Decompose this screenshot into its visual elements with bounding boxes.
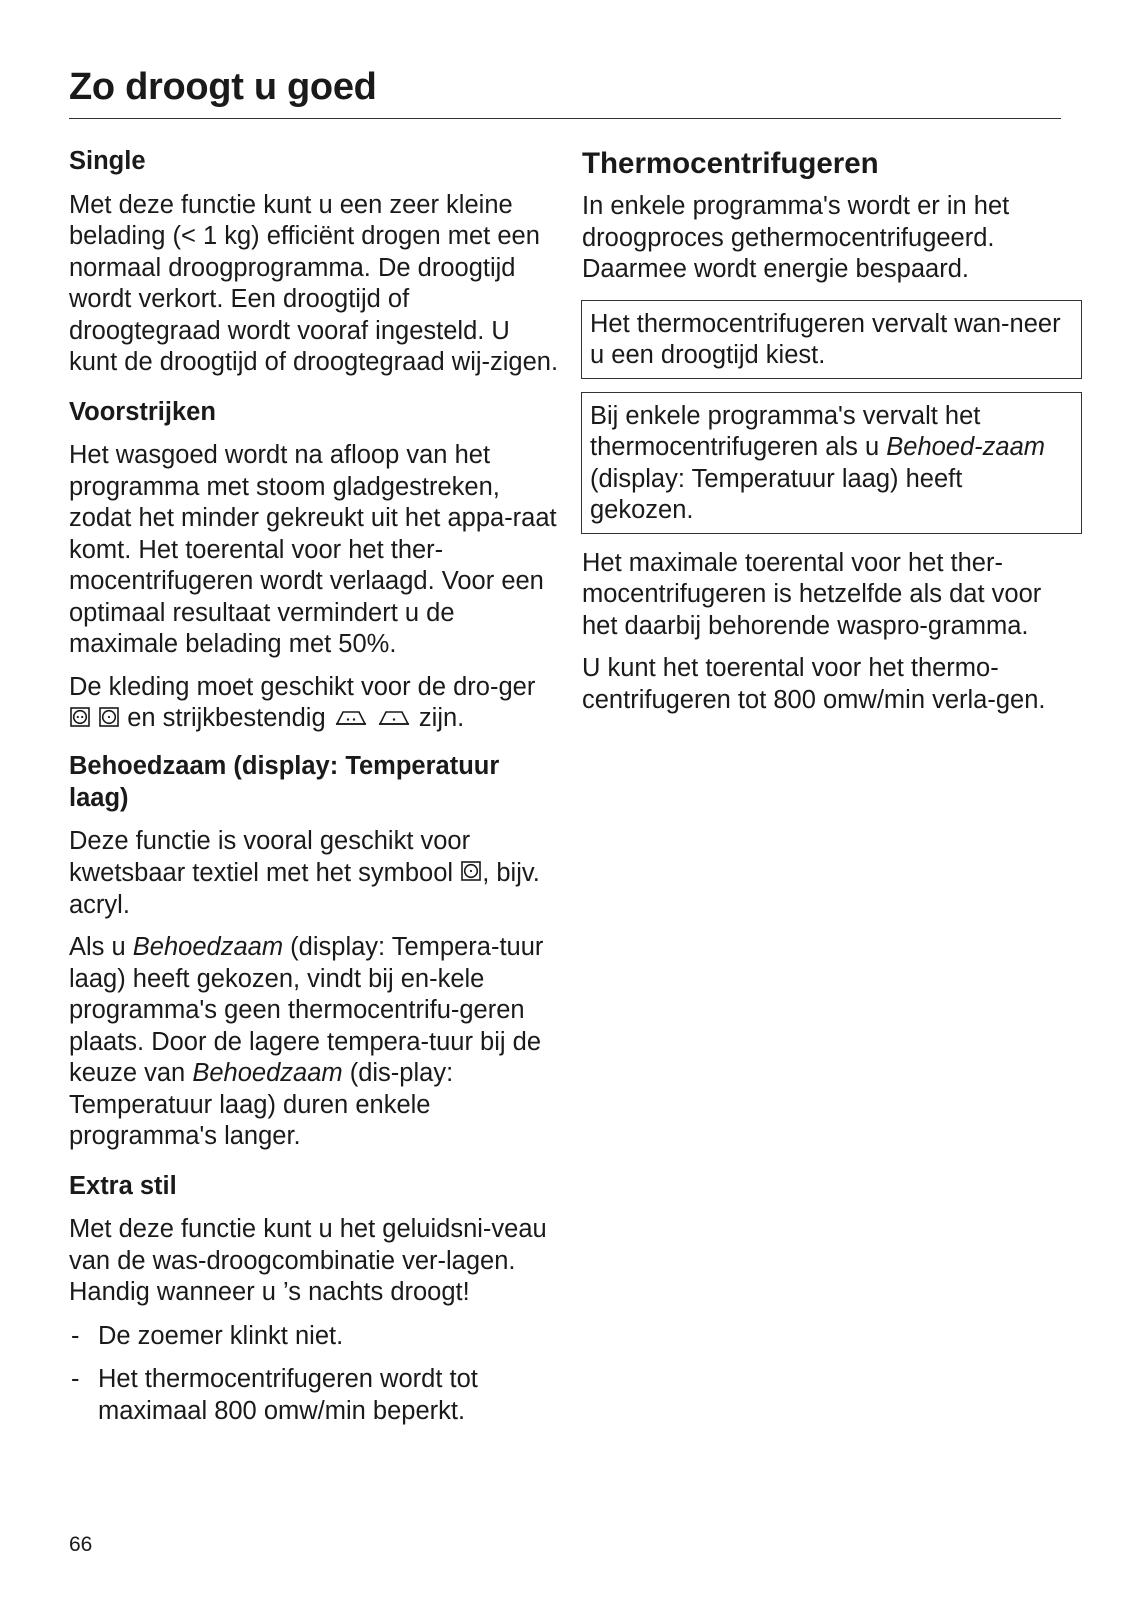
care-text-part1: De kleding moet geschikt voor de dro-ger bbox=[69, 672, 536, 701]
thermo-max-speed-text: Het maximale toerental voor het ther-mocentrifugeren is hetzelfde als dat voor het daarbij behorende waspro-gramma. bbox=[582, 548, 1042, 640]
extra-stil-list bbox=[69, 1321, 559, 1428]
section-title-thermocentrifugeren: Thermocentrifugeren bbox=[582, 147, 879, 180]
note-box-text: Bij enkele programma's vervalt het thermocentrifugeren als u Behoed-zaam (display: Temperatuur laag) heeft gekozen. bbox=[590, 401, 1046, 524]
page-title: Zo droogt u goed bbox=[69, 66, 377, 108]
note-box-droogtijd bbox=[581, 300, 1082, 379]
right-column bbox=[582, 146, 1062, 716]
detail-part3: (dis-play: Temperatuur laag) duren enkele programma's langer. bbox=[69, 1059, 454, 1151]
behoedzaam-text-part1: Deze functie is vooral geschikt voor kwetsbaar textiel met het symbool bbox=[69, 827, 471, 887]
iron-one-dot-icon bbox=[377, 704, 411, 736]
thermo-reduce-text: U kunt het toerental voor het thermo-centrifugeren tot 800 omw/min verla-gen. bbox=[582, 654, 1046, 714]
left-column bbox=[69, 146, 559, 1427]
dryer-one-dot-icon bbox=[99, 704, 119, 736]
list-item: - Het thermocentrifugeren wordt tot maximaal 800 omw/min beperkt. bbox=[71, 1365, 478, 1425]
single-text: Met deze functie kunt u een zeer kleine belading (< 1 kg) efficiënt drogen met een normaal droogprogramma. De droogtijd wordt verkort. Een droogtijd of droogtegraad wordt vooraf ingesteld. U kunt de droogtijd of droogtegraad wij-zigen. bbox=[69, 190, 559, 376]
care-text-part3: zijn. bbox=[418, 704, 465, 732]
detail-part1: Als u bbox=[69, 933, 126, 962]
heading-single: Single bbox=[69, 147, 146, 175]
note-box-text: Het thermocentrifugeren vervalt wan-neer u een droogtijd kiest. bbox=[590, 309, 1061, 369]
voorstrijken-care-text bbox=[69, 672, 559, 736]
detail-italic2: Behoedzaam bbox=[192, 1059, 343, 1088]
heading-behoedzaam: Behoedzaam (display: Temperatuur laag) bbox=[69, 752, 500, 812]
page-number: 66 bbox=[69, 1533, 93, 1556]
behoedzaam-detail-text bbox=[69, 932, 559, 1153]
detail-part2: (display: Tempera-tuur laag) heeft gekozen, vindt bij en-kele programma's geen thermocentrifu-geren plaats. Door de lagere tempera-tuur bij de keuze van bbox=[69, 933, 544, 1088]
detail-italic1: Behoedzaam bbox=[132, 933, 284, 962]
thermo-intro: In enkele programma's wordt er in het droogproces gethermocentrifugeerd. Daarmee wordt energie bespaard. bbox=[582, 192, 1010, 283]
heading-voorstrijken: Voorstrijken bbox=[69, 397, 216, 426]
note-box-behoedzaam bbox=[581, 392, 1082, 534]
behoedzaam-text-part2: , bijv. acryl. bbox=[69, 858, 540, 919]
title-divider bbox=[69, 118, 1061, 119]
voorstrijken-text: Het wasgoed wordt na afloop van het programma met stoom gladgestreken, zodat het minder gekreukt uit het appa-raat komt. Het toerental voor het ther-mocentrifugeren wordt verlaagd. Voor een optimaal resultaat vermindert u de maximale belading met 50%. bbox=[69, 441, 557, 658]
behoedzaam-text bbox=[69, 826, 559, 921]
list-item: - De zoemer klinkt niet. bbox=[71, 1321, 344, 1350]
dryer-two-dots-icon bbox=[70, 704, 90, 736]
care-text-part2: en strijkbestendig bbox=[127, 704, 326, 732]
iron-two-dots-icon bbox=[334, 704, 368, 736]
dryer-one-dot-icon bbox=[461, 858, 481, 890]
extra-stil-text: Met deze functie kunt u het geluidsni-veau van de was-droogcombinatie ver-lagen. Handig wanneer u ’s nachts droogt! bbox=[69, 1215, 547, 1307]
heading-extra-stil: Extra stil bbox=[69, 1171, 177, 1200]
